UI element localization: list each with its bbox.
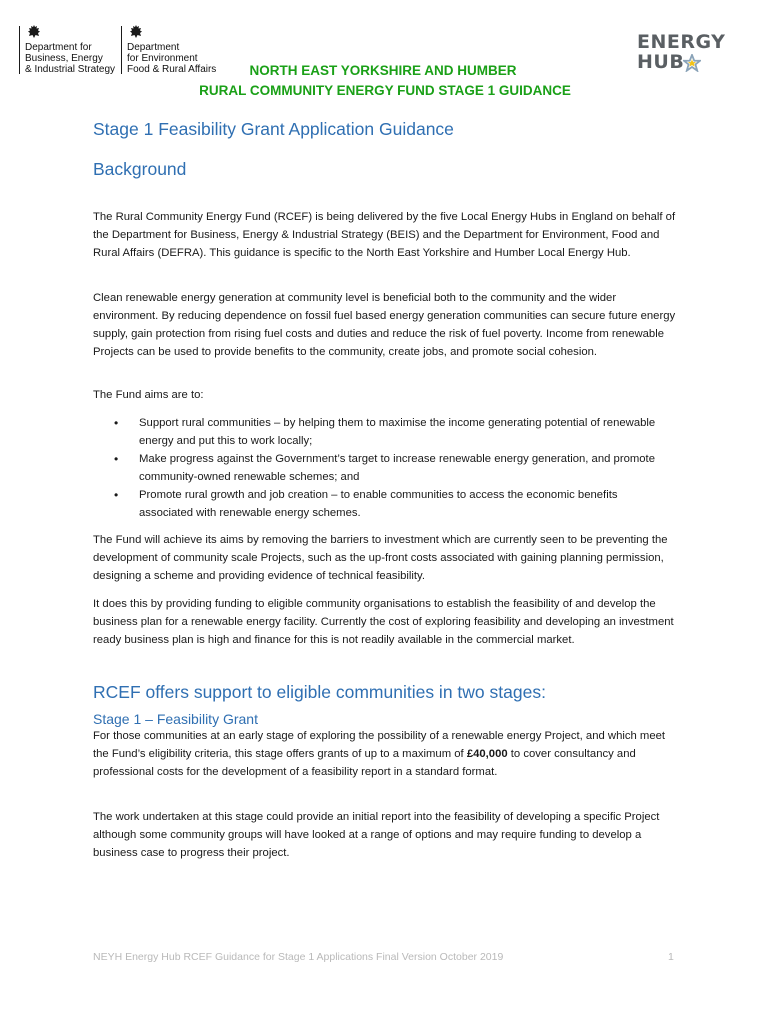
footer-text: NEYH Energy Hub RCEF Guidance for Stage 1 Applications Final Version October 2019 (93, 951, 504, 963)
heading-background: Background (93, 159, 187, 179)
paragraph-stage1-grant: For those communities at an early stage of exploring the possibility of a renewable energy Project, and which meet the Fund’s eligibility criteria, this stage offers grants of up to a maximum of £40,000 to cover consultancy and professional costs for the development of a feasibility report in a standard format. (93, 730, 666, 778)
grant-amount: £40,000 (466, 748, 508, 760)
royal-crest-icon (25, 24, 43, 40)
fund-aims-list (114, 414, 674, 522)
paragraph-barriers: The Fund will achieve its aims by removing the barriers to investment which are currently seen to be preventing the development of community scale Projects, such as the up-front costs associated with gaining planning permission, designing a scheme and providing evidence of technical feasibility. (93, 534, 668, 582)
paragraph-fund-aims: The Fund aims are to: (93, 389, 204, 401)
list-item: • Promote rural growth and job creation – to enable communities to access the economic benefits associated with renewable energy schemes. (114, 486, 674, 522)
paragraph-stage1-work: The work undertaken at this stage could provide an initial report into the feasibility of developing a specific Project although some community groups will have looked at a range of options and may require funding to develop a business case to progress their project. (93, 811, 660, 859)
paragraph-intro: The Rural Community Energy Fund (RCEF) is being delivered by the five Local Energy Hubs in England on behalf of the Department for Business, Energy & Industrial Strategy (BEIS) and the Department for Environment, Food and Rural Affairs (DEFRA). This guidance is specific to the North East Yorkshire and Humber Local Energy Hub. (93, 211, 676, 259)
energy-hub-logo-line1: ENERGY (637, 31, 726, 53)
beis-logo-text: Department for Business, Energy & Industrial Strategy (25, 42, 116, 75)
list-item: • Make progress against the Government’s target to increase renewable energy generation, and promote community-owned renewable schemes; and (114, 450, 674, 486)
page-number: 1 (668, 951, 674, 963)
document-title-line2: RURAL COMMUNITY ENERGY FUND STAGE 1 GUIDANCE (199, 83, 571, 98)
heading-support-stages: RCEF offers support to eligible communities in two stages: (93, 682, 546, 702)
document-title-line1: NORTH EAST YORKSHIRE AND HUMBER (249, 63, 517, 78)
heading-application-guidance: Stage 1 Feasibility Grant Application Guidance (93, 119, 454, 139)
royal-crest-icon (127, 24, 145, 40)
paragraph-benefits: Clean renewable energy generation at community level is beneficial both to the community and the wider environment. By reducing dependence on fossil fuel based energy generation communities can secure future energy supply, gain protection from rising fuel costs and duties and reduce the risk of fuel poverty. Income from renewable Projects can be used to provide benefits to the community, create jobs, and promote social cohesion. (93, 292, 676, 358)
paragraph-funding: It does this by providing funding to eligible community organisations to establish the feasibility of and develop the business plan for a renewable energy facility. Currently the cost of exploring feasibility and developing an investment ready business plan is high and finance for this is not readily available in the commercial market. (93, 598, 674, 646)
energy-hub-logo-line2: HUB (637, 51, 685, 73)
heading-stage1: Stage 1 – Feasibility Grant (93, 711, 258, 727)
defra-logo-text: Department for Environment Food & Rural Affairs (127, 42, 217, 75)
list-item: • Support rural communities – by helping them to maximise the income generating potential of renewable energy and put this to work locally; (114, 414, 674, 450)
